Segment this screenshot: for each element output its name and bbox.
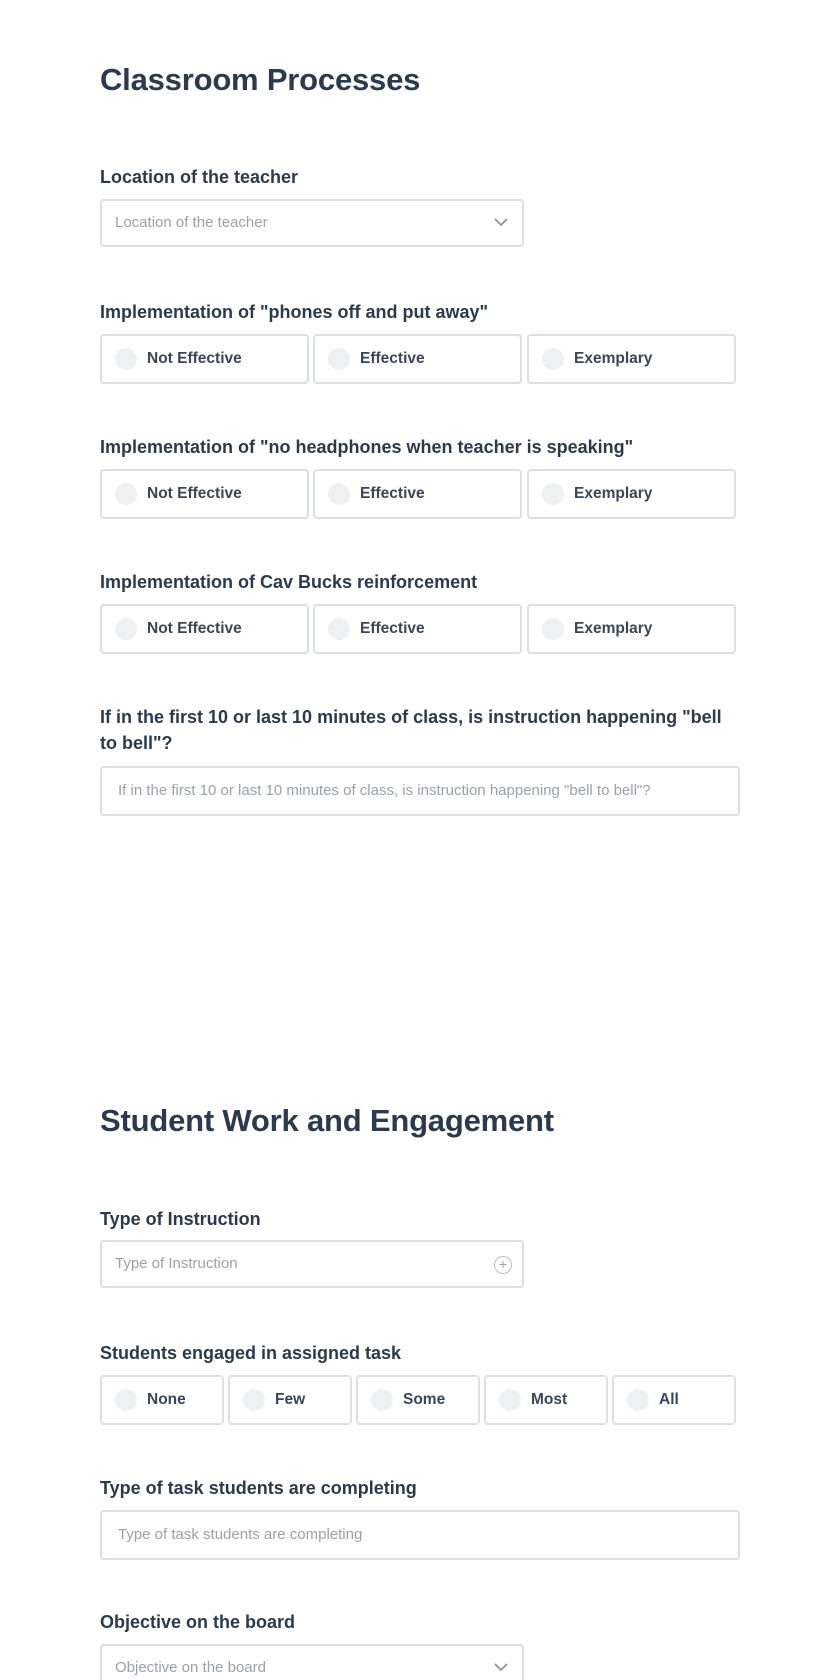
headphones-option-effective[interactable]	[313, 469, 522, 519]
radio-circle-icon	[542, 483, 564, 505]
radio-circle-icon	[328, 483, 350, 505]
phones-option-effective[interactable]	[313, 334, 522, 384]
task-type-label: Type of task students are completing	[100, 1478, 417, 1498]
instruction-type-select[interactable]	[100, 1240, 524, 1288]
teacher-location-placeholder: Location of the teacher	[115, 214, 268, 231]
engaged-option-few[interactable]	[228, 1375, 352, 1425]
chevron-down-icon	[493, 215, 509, 229]
radio-circle-icon	[115, 483, 137, 505]
students-engaged-label: Students engaged in assigned task	[100, 1343, 402, 1363]
plus-circle-icon[interactable]: +	[494, 1256, 512, 1274]
option-label: Few	[275, 1391, 306, 1408]
option-label: Effective	[360, 350, 425, 367]
instruction-type-placeholder: Type of Instruction	[115, 1255, 238, 1272]
teacher-location-label: Location of the teacher	[100, 167, 299, 187]
option-label: Some	[403, 1391, 446, 1408]
bell-to-bell-input[interactable]	[100, 766, 740, 816]
option-label: All	[659, 1391, 679, 1408]
cav-bucks-option-exemplary[interactable]	[527, 604, 736, 654]
cav-bucks-option-effective[interactable]	[313, 604, 522, 654]
instruction-type-label: Type of Instruction	[100, 1209, 261, 1229]
radio-circle-icon	[115, 618, 137, 640]
radio-circle-icon	[542, 618, 564, 640]
task-type-input[interactable]	[100, 1510, 740, 1560]
phones-option-not-effective[interactable]	[100, 334, 309, 384]
option-label: Exemplary	[574, 485, 653, 502]
radio-circle-icon	[627, 1389, 649, 1411]
bell-to-bell-placeholder: If in the first 10 or last 10 minutes of class, is instruction happening "bell to bell"?	[118, 782, 651, 799]
objective-select[interactable]	[100, 1644, 524, 1680]
chevron-down-icon	[493, 1660, 509, 1674]
task-type-placeholder: Type of task students are completing	[118, 1526, 363, 1543]
option-label: Exemplary	[574, 620, 653, 637]
radio-circle-icon	[115, 1389, 137, 1411]
engaged-option-all[interactable]	[612, 1375, 736, 1425]
headphones-option-exemplary[interactable]	[527, 469, 736, 519]
engaged-option-none[interactable]	[100, 1375, 224, 1425]
section-title-classroom-processes: Classroom Processes	[100, 62, 421, 97]
engaged-option-most[interactable]	[484, 1375, 608, 1425]
phones-option-exemplary[interactable]	[527, 334, 736, 384]
option-label: Most	[531, 1391, 568, 1408]
objective-label: Objective on the board	[100, 1612, 296, 1632]
radio-circle-icon	[115, 348, 137, 370]
cav-bucks-label: Implementation of Cav Bucks reinforcement	[100, 572, 478, 592]
option-label: Not Effective	[147, 485, 242, 502]
section-title-student-work: Student Work and Engagement	[100, 1103, 554, 1138]
option-label: Effective	[360, 620, 425, 637]
engaged-option-some[interactable]	[356, 1375, 480, 1425]
radio-circle-icon	[328, 348, 350, 370]
bell-to-bell-label: If in the first 10 or last 10 minutes of class, is instruction happening "bell to bell"?	[100, 707, 722, 753]
option-label: Not Effective	[147, 620, 242, 637]
cav-bucks-option-not-effective[interactable]	[100, 604, 309, 654]
option-label: Not Effective	[147, 350, 242, 367]
objective-placeholder: Objective on the board	[115, 1659, 266, 1676]
headphones-label: Implementation of "no headphones when teacher is speaking"	[100, 437, 634, 457]
radio-circle-icon	[328, 618, 350, 640]
phones-label: Implementation of "phones off and put away"	[100, 302, 489, 322]
headphones-option-not-effective[interactable]	[100, 469, 309, 519]
radio-circle-icon	[243, 1389, 265, 1411]
teacher-location-select[interactable]	[100, 199, 524, 247]
radio-circle-icon	[371, 1389, 393, 1411]
radio-circle-icon	[542, 348, 564, 370]
option-label: Effective	[360, 485, 425, 502]
radio-circle-icon	[499, 1389, 521, 1411]
option-label: Exemplary	[574, 350, 653, 367]
option-label: None	[147, 1391, 186, 1408]
